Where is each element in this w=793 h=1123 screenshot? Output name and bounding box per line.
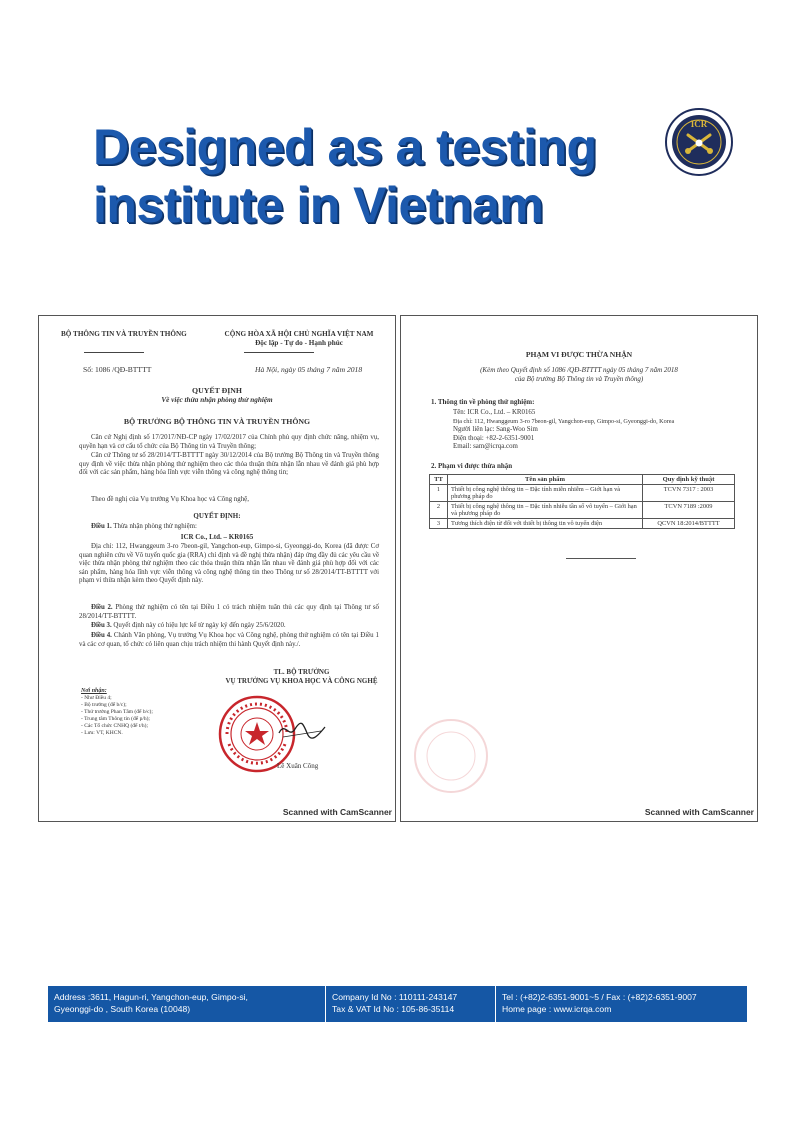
decision-document-scan [38, 315, 396, 822]
headline-line-2: institute in Vietnam [93, 177, 544, 233]
signer-line-2: VỤ TRƯỞNG VỤ KHOA HỌC VÀ CÔNG NGHỆ [225, 677, 378, 685]
footer-company-ids [326, 986, 496, 1022]
signer-name: Lê Xuân Công [277, 762, 319, 770]
scope-title: PHẠM VI ĐƯỢC THỪA NHẬN [525, 350, 633, 359]
decide-heading: QUYẾT ĐỊNH: [193, 512, 241, 520]
col-standard: Quy định kỹ thuật [643, 475, 735, 485]
divider [84, 352, 144, 353]
footer-contact [496, 986, 747, 1022]
authority-title: BỘ TRƯỞNG BỘ THÔNG TIN VÀ TRUYỀN THÔNG [123, 417, 311, 426]
address-line-1: Address :3611, Hagun-ri, Yangchon-eup, Gimpo-si, [54, 992, 248, 1002]
lab-info-line: Tên: ICR Co., Ltd. – KR0165 [453, 409, 536, 416]
signer-block [214, 668, 389, 686]
legal-basis-1: Căn cứ Nghị định số 17/2017/NĐ-CP ngày 17/02/2017 của Chính phủ quy định chức năng, nhiệm vụ, quyền hạn và cơ cấu tổ chức của Bộ Thông tin và Truyền thông; [79, 434, 379, 450]
row-standard: TCVN 7317 : 2003 [643, 485, 735, 502]
row-standard: QCVN 18:2014/BTTTT [643, 519, 735, 529]
divider [566, 558, 636, 559]
recipient-item: - Bộ trưởng (để b/c); [81, 702, 127, 708]
table-header-row [430, 475, 735, 485]
table-row [430, 485, 735, 502]
table-row [430, 519, 735, 529]
row-product: Tương thích điện từ đối với thiết bị thông tin vô tuyến điện [448, 519, 643, 529]
republic-header: CỘNG HÒA XÃ HỘI CHỦ NGHĨA VIỆT NAM [224, 330, 374, 338]
motto: Độc lập - Tự do - Hạnh phúc [255, 339, 343, 347]
divider [244, 352, 314, 353]
row-product: Thiết bị công nghệ thông tin – Đặc tính nhiễu tần số vô tuyến – Giới hạn và phương pháp đo [448, 502, 643, 519]
ministry-header: BỘ THÔNG TIN VÀ TRUYỀN THÔNG [61, 330, 187, 338]
article-1: Điều 1. Thừa nhận phòng thử nghiệm: [91, 523, 197, 530]
scope-subtitle [401, 366, 757, 384]
row-standard: TCVN 7189 :2009 [643, 502, 735, 519]
page-headline [93, 118, 633, 234]
lab-info-line: Người liên lạc: Sang-Woo Sim [453, 426, 538, 434]
article-3: Điều 3. Quyết định này có hiệu lực kể từ ngày ký đến ngày 25/6/2020. [91, 622, 286, 629]
lab-info [453, 409, 674, 452]
scope-subtitle-line-2: của Bộ trưởng Bộ Thông tin và Truyền thông) [514, 375, 644, 383]
lab-info-line: Địa chỉ: 112, Hwanggeum 3-ro 7beon-gil, Yangchon-eup, Gimpo-si, Gyeonggi-do, Korea [453, 417, 675, 425]
company-footer [48, 986, 747, 1022]
tel-fax: Tel : (+82)2-6351-9001~5 / Fax : (+82)2-6351-9007 [502, 992, 697, 1002]
recipient-item: - Lưu: VT, KHCN. [81, 730, 123, 736]
decision-title: QUYẾT ĐỊNH [192, 386, 242, 395]
decision-date: Hà Nội, ngày 05 tháng 7 năm 2018 [255, 365, 363, 374]
faded-seal-imprint [411, 716, 491, 796]
recipient-item: - Trung tâm Thông tin (để p/h); [81, 716, 150, 722]
section-lab-info: 1. Thông tin về phòng thử nghiệm: [431, 398, 535, 406]
lab-info-line: Email: sam@icrqa.com [453, 443, 518, 451]
col-product: Tên sản phẩm [448, 475, 643, 485]
legal-basis-2: Căn cứ Thông tư số 28/2014/TT-BTTTT ngày 30/12/2014 của Bộ trưởng Bộ Thông tin và Truyền thông quy định về việc thừa nhận phòng thử nghiệm theo các thỏa thuận thừa nhận lẫn nhau về đánh giá phù hợp đối với các sản phẩm, hàng hóa lĩnh vực viễn thông và công nghệ thông tin; [79, 452, 379, 477]
lab-info-line: Điện thoại: +82-2-6351-9001 [453, 434, 535, 442]
row-tt: 3 [430, 519, 448, 529]
camscanner-watermark: Scanned with CamScanner [644, 807, 754, 817]
company-id: Company Id No : 110111-243147 [332, 992, 458, 1002]
tax-id: Tax & VAT Id No : 105-86-35114 [332, 1004, 455, 1014]
section-scope: 2. Phạm vi được thừa nhận [431, 462, 513, 470]
scope-table [429, 474, 735, 529]
row-tt: 1 [430, 485, 448, 502]
decision-subtitle: Về việc thừa nhận phòng thử nghiệm [161, 396, 273, 404]
scope-document-scan [400, 315, 758, 822]
row-tt: 2 [430, 502, 448, 519]
lab-name: ICR Co., Ltd. – KR0165 [180, 533, 254, 541]
handwritten-signature [277, 719, 327, 741]
recipients-list [81, 688, 153, 737]
address-line-2: Gyeonggi-do , South Korea (10048) [54, 1004, 191, 1014]
lab-address-paragraph: Địa chỉ: 112, Hwanggeum 3-ro 7beon-gil, Yangchon-eup, Gimpo-si, Gyeonggi-do, Korea (đã được Cơ quan nghiên cứu về Vô tuyến quốc gia (RRA) chỉ định và đề nghị thừa nhận) đáp ứng đầy đủ các yêu cầu về việc thừa nhận phòng thử nghiệm theo các thỏa thuận thừa nhận lẫn nhau về đánh giá phù hợp đối với các sản phẩm, hàng hóa lĩnh vực viễn thông và công nghệ thông tin theo Thông tư số 28/2014/TT-BTTTT với phạm vi thừa nhận kèm theo Quyết định này. [79, 543, 379, 585]
row-product: Thiết bị công nghệ thông tin – Đặc tính miễn nhiễm – Giới hạn và phương pháp đo [448, 485, 643, 502]
footer-address [48, 986, 326, 1022]
decision-number: Số: 1086 /QĐ-BTTTT [83, 365, 152, 374]
homepage-link[interactable]: Home page : www.icrqa.com [502, 1004, 612, 1014]
table-row [430, 502, 735, 519]
scope-subtitle-line-1: (Kèm theo Quyết định số 1086 /QĐ-BTTTT ngày 05 tháng 7 năm 2018 [480, 366, 678, 374]
col-tt: TT [430, 475, 448, 485]
signer-line-1: TL. BỘ TRƯỞNG [273, 668, 330, 676]
legal-basis-3: Theo đề nghị của Vụ trưởng Vụ Khoa học và Công nghệ, [91, 496, 249, 503]
icr-logo [664, 107, 734, 177]
article-2: Điều 2. Phòng thử nghiệm có tên tại Điều 1 có trách nhiệm tuân thủ các quy định tại Thông tư số 28/2014/TT-BTTTT. [79, 604, 379, 620]
camscanner-watermark: Scanned with CamScanner [282, 807, 392, 817]
recipients-title: Nơi nhận: [81, 688, 107, 694]
recipient-item: - Như Điều 4; [81, 695, 112, 701]
headline-line-1: Designed as a testing [93, 119, 597, 175]
svg-text:ICR: ICR [690, 119, 708, 129]
recipient-item: - Thứ trưởng Phan Tâm (để b/c); [81, 709, 153, 715]
recipient-item: - Các Tổ chức CNHQ (để t/h); [81, 723, 149, 729]
article-4: Điều 4. Chánh Văn phòng, Vụ trưởng Vụ Khoa học và Công nghệ, phòng thử nghiệm có tên tại Điều 1 và các cơ quan, tổ chức có liên quan chịu trách nhiệm thi hành Quyết định này./. [79, 632, 379, 648]
